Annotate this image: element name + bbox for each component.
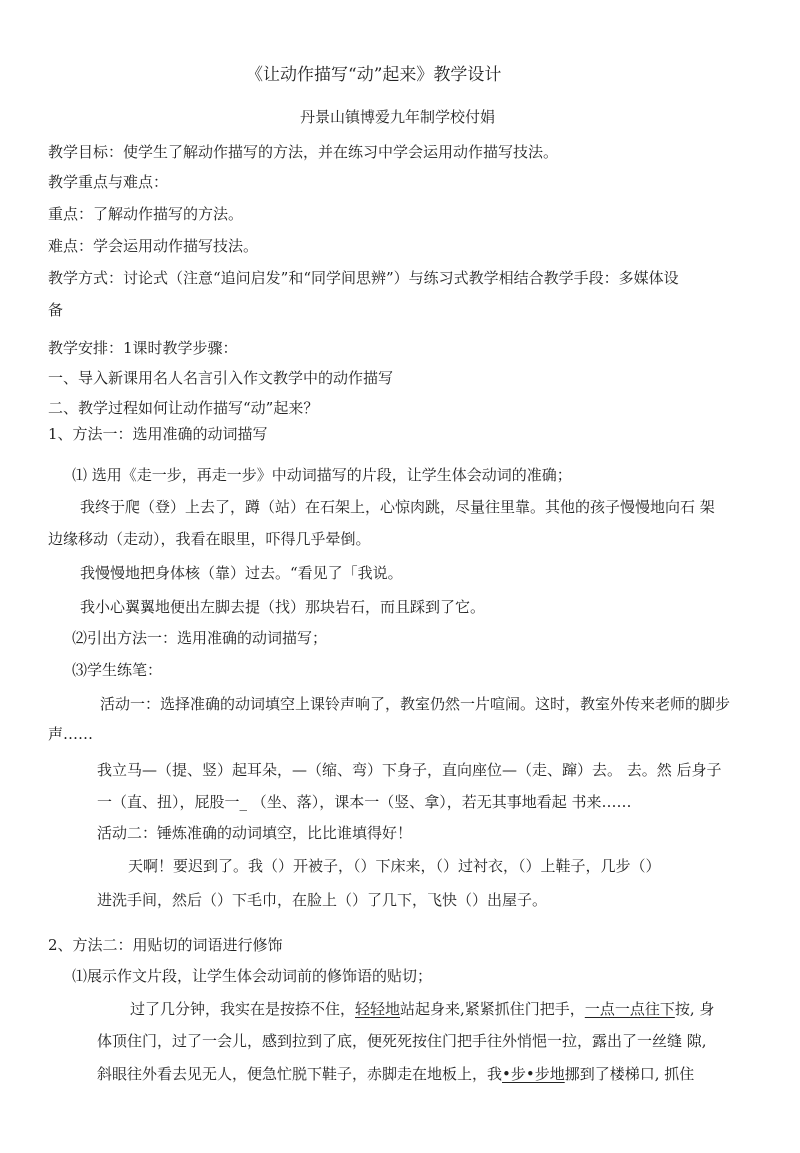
author-line: 丹景山镇博爱九年制学校付娟 [300, 108, 496, 126]
example-passage-line1 [130, 999, 714, 1019]
passage-text: 斜眼往外看去见无人，便急忙脱下鞋子，赤脚走在地板上，我 [97, 1065, 503, 1083]
activity-one-line1: 活动一：选择准确的动词填空上课铃声响了，教室仍然一片喧闹。这时，教室外传来老师的脚步 [100, 695, 731, 713]
method-one-heading: 1、方法一：选用准确的动词描写 [48, 425, 268, 443]
method-one-point-3: ⑶学生练笔： [72, 661, 163, 679]
teaching-goal: 教学目标：使学生了解动作描写的方法，并在练习中学会运用动作描写技法。 [48, 143, 559, 161]
example-text-1a: 我终于爬（登）上去了，蹲（站）在石架上，心惊肉跳，尽量往里靠。其他的孩子慢慢地向石 架 [80, 498, 715, 516]
activity-one-line2: 声…… [48, 725, 94, 743]
activity-one-line4: 一（直、扭），屁股一_ （坐、落），课本一（竖、拿），若无其事地看起 书来…… [97, 793, 632, 811]
example-text-2: 我慢慢地把身体核（靠）过去。“看见了「我说。 [80, 564, 403, 582]
passage-text: 挪到了楼梯口, 抓住 [564, 1065, 695, 1083]
example-text-1b: 边缘移动（走动），我看在眼里，吓得几乎晕倒。 [48, 530, 371, 548]
document-title: 《让动作描写“动”起来》教学设计 [246, 65, 502, 85]
activity-two-heading: 活动二：锤炼准确的动词填空，比比谁填得好！ [97, 824, 413, 842]
activity-two-line2: 进洗手间，然后（）下毛巾，在脸上（）了几下，飞快（）出屋子。 [97, 891, 548, 909]
step-two: 二、教学过程如何让动作描写“动”起来？ [48, 399, 319, 417]
activity-two-line1: 天啊！要迟到了。我（）开被子，（）下床来，（）过衬衣，（）上鞋子，几步（） [128, 857, 661, 875]
example-passage-line2: 体顶住门，过了一会儿，感到拉到了底，便死死按住门把手往外悄悒一拉，露出了一丝缝 隙, [97, 1032, 707, 1050]
underlined-modifier: 一点一点往下 [584, 1000, 675, 1018]
teaching-method-line1: 教学方式：讨论式（注意“追问启发”和“同学间思辨”）与练习式教学相结合教学手段：多媒体设 [48, 269, 679, 287]
activity-one-line3: 我立马—（提、竖）起耳朵，—（缩、弯）下身子，直向座位—（走、蹿）去。 去。然 后身子 [97, 761, 722, 779]
passage-text: 站起身来,紧紧抓住门把手， [400, 1000, 585, 1018]
method-two-heading: 2、方法二：用贴切的词语进行修饰 [48, 936, 283, 954]
key-point: 重点：了解动作描写的方法。 [48, 205, 244, 223]
example-passage-line3 [97, 1064, 694, 1084]
teaching-method-line2: 备 [48, 301, 64, 319]
passage-text: 按, 身 [674, 1000, 715, 1018]
step-one: 一、导入新课用名人名言引入作文教学中的动作描写 [48, 369, 394, 387]
underlined-modifier: •步•步地 [502, 1065, 565, 1083]
method-one-point-2: ⑵引出方法一：选用准确的动词描写； [72, 629, 328, 647]
underlined-modifier: 轻轻地 [355, 1000, 401, 1018]
passage-text: 过了几分钟，我实在是按捺不住， [130, 1000, 356, 1018]
example-text-3: 我小心翼翼地便出左脚去提（找）那块岩石，而且踩到了它。 [80, 598, 486, 616]
difficult-point: 难点：学会运用动作描写技法。 [48, 237, 259, 255]
method-two-point-1: ⑴展示作文片段，让学生体会动词前的修饰语的贴切； [72, 967, 433, 985]
teaching-arrangement: 教学安排：1课时教学步骤： [48, 339, 238, 357]
key-difficulty-heading: 教学重点与难点： [48, 173, 169, 191]
method-one-point-1: ⑴ 选用《走一步，再走一步》中动词描写的片段，让学生体会动词的准确； [72, 466, 572, 484]
